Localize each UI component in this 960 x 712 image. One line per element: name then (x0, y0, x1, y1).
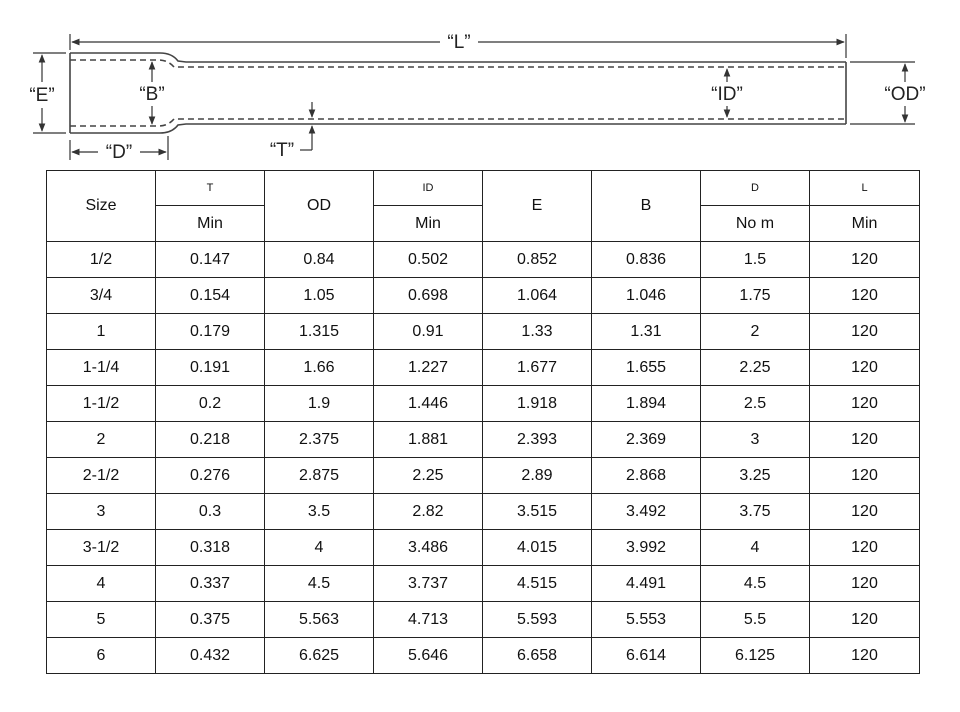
table-cell: 120 (810, 530, 920, 566)
table-cell: 3.25 (701, 458, 810, 494)
header-b: B (592, 171, 701, 242)
table-cell: 1.446 (374, 386, 483, 422)
table-row (47, 314, 920, 350)
table-cell: 6.625 (265, 638, 374, 674)
table-row (47, 566, 920, 602)
table-cell: 6.614 (592, 638, 701, 674)
table-cell: 1.33 (483, 314, 592, 350)
table-cell: 5.593 (483, 602, 592, 638)
table-cell: 2.25 (374, 458, 483, 494)
table-cell: 1.064 (483, 278, 592, 314)
table-cell: 120 (810, 458, 920, 494)
table-cell: 120 (810, 242, 920, 278)
table-cell: 5.563 (265, 602, 374, 638)
header-id: ID (374, 171, 483, 206)
header-e: E (483, 171, 592, 242)
table-cell: 3 (701, 422, 810, 458)
table-row (47, 422, 920, 458)
table-cell: 2.868 (592, 458, 701, 494)
dim-label-D: “D” (105, 142, 133, 163)
dim-label-L: “L” (447, 32, 471, 53)
table-row (47, 494, 920, 530)
table-cell: 3.5 (265, 494, 374, 530)
table-cell: 0.375 (156, 602, 265, 638)
table-cell: 1/2 (47, 242, 156, 278)
table-cell: 3.515 (483, 494, 592, 530)
header-od: OD (265, 171, 374, 242)
table-cell: 2.393 (483, 422, 592, 458)
table-cell: 2 (47, 422, 156, 458)
table-cell: 1.05 (265, 278, 374, 314)
table-cell: 2.875 (265, 458, 374, 494)
table-row (47, 638, 920, 674)
table-body (47, 242, 920, 674)
table-cell: 6.658 (483, 638, 592, 674)
table-cell: 1.5 (701, 242, 810, 278)
table-cell: 1.655 (592, 350, 701, 386)
table-cell: 4 (701, 530, 810, 566)
pipe-spec-table (46, 170, 920, 674)
table-cell: 0.337 (156, 566, 265, 602)
table-cell: 0.836 (592, 242, 701, 278)
table-cell: 2.82 (374, 494, 483, 530)
table-cell: 3.486 (374, 530, 483, 566)
table-cell: 4.515 (483, 566, 592, 602)
table-cell: 2.89 (483, 458, 592, 494)
table-cell: 5.553 (592, 602, 701, 638)
table-cell: 1.677 (483, 350, 592, 386)
table-cell: 120 (810, 638, 920, 674)
dim-label-ID: “ID” (711, 84, 743, 105)
table-cell: 120 (810, 422, 920, 458)
table-cell: 0.698 (374, 278, 483, 314)
table-cell: 1.227 (374, 350, 483, 386)
table-cell: 0.852 (483, 242, 592, 278)
table-cell: 2.369 (592, 422, 701, 458)
table-cell: 1.315 (265, 314, 374, 350)
header-t: T (156, 171, 265, 206)
table-cell: 1 (47, 314, 156, 350)
header-size: Size (47, 171, 156, 242)
dim-label-T: “T” (269, 140, 295, 161)
table-cell: 4.5 (701, 566, 810, 602)
table-row (47, 458, 920, 494)
table-cell: 5.646 (374, 638, 483, 674)
subheader-l: Min (810, 206, 920, 242)
header-l: L (810, 171, 920, 206)
dim-label-B: “B” (139, 84, 165, 105)
table-cell: 1.9 (265, 386, 374, 422)
table-cell: 4 (265, 530, 374, 566)
table-cell: 3 (47, 494, 156, 530)
table-cell: 120 (810, 314, 920, 350)
table-cell: 0.3 (156, 494, 265, 530)
table-cell: 1.046 (592, 278, 701, 314)
table-cell: 0.191 (156, 350, 265, 386)
table-cell: 6 (47, 638, 156, 674)
header-d: D (701, 171, 810, 206)
table-cell: 1.66 (265, 350, 374, 386)
table-cell: 3/4 (47, 278, 156, 314)
table-cell: 5.5 (701, 602, 810, 638)
table-cell: 3-1/2 (47, 530, 156, 566)
table-row (47, 386, 920, 422)
table-cell: 0.179 (156, 314, 265, 350)
table-cell: 2.375 (265, 422, 374, 458)
table-cell: 4 (47, 566, 156, 602)
table-row (47, 530, 920, 566)
table-row (47, 602, 920, 638)
subheader-t: Min (156, 206, 265, 242)
table-cell: 120 (810, 350, 920, 386)
dim-label-E: “E” (29, 85, 55, 106)
table-cell: 3.492 (592, 494, 701, 530)
table-cell: 4.5 (265, 566, 374, 602)
table-cell: 120 (810, 278, 920, 314)
table-cell: 1.918 (483, 386, 592, 422)
table-cell: 0.147 (156, 242, 265, 278)
dim-label-OD: “OD” (884, 84, 926, 105)
table-cell: 2 (701, 314, 810, 350)
table-cell: 4.713 (374, 602, 483, 638)
table-row (47, 278, 920, 314)
pipe-dimension-diagram (0, 0, 960, 170)
table-cell: 3.737 (374, 566, 483, 602)
table-cell: 0.318 (156, 530, 265, 566)
table-cell: 0.218 (156, 422, 265, 458)
table-row (47, 242, 920, 278)
table-cell: 0.276 (156, 458, 265, 494)
table-cell: 6.125 (701, 638, 810, 674)
subheader-d: No m (701, 206, 810, 242)
table-cell: 2.25 (701, 350, 810, 386)
table-cell: 1.31 (592, 314, 701, 350)
table-cell: 4.015 (483, 530, 592, 566)
table-cell: 0.91 (374, 314, 483, 350)
table-cell: 4.491 (592, 566, 701, 602)
table-cell: 1-1/4 (47, 350, 156, 386)
table-cell: 120 (810, 386, 920, 422)
table-header-row (47, 171, 920, 206)
table-cell: 3.75 (701, 494, 810, 530)
table-cell: 1-1/2 (47, 386, 156, 422)
table-cell: 1.881 (374, 422, 483, 458)
dim-T (300, 102, 312, 150)
table-cell: 120 (810, 566, 920, 602)
table-cell: 120 (810, 602, 920, 638)
table-cell: 1.894 (592, 386, 701, 422)
table-cell: 0.502 (374, 242, 483, 278)
table-cell: 5 (47, 602, 156, 638)
table-cell: 3.992 (592, 530, 701, 566)
table-cell: 2-1/2 (47, 458, 156, 494)
subheader-id: Min (374, 206, 483, 242)
table-cell: 0.84 (265, 242, 374, 278)
table-cell: 0.154 (156, 278, 265, 314)
table-row (47, 350, 920, 386)
table-cell: 120 (810, 494, 920, 530)
table-cell: 0.432 (156, 638, 265, 674)
table-cell: 1.75 (701, 278, 810, 314)
table-cell: 2.5 (701, 386, 810, 422)
table-cell: 0.2 (156, 386, 265, 422)
